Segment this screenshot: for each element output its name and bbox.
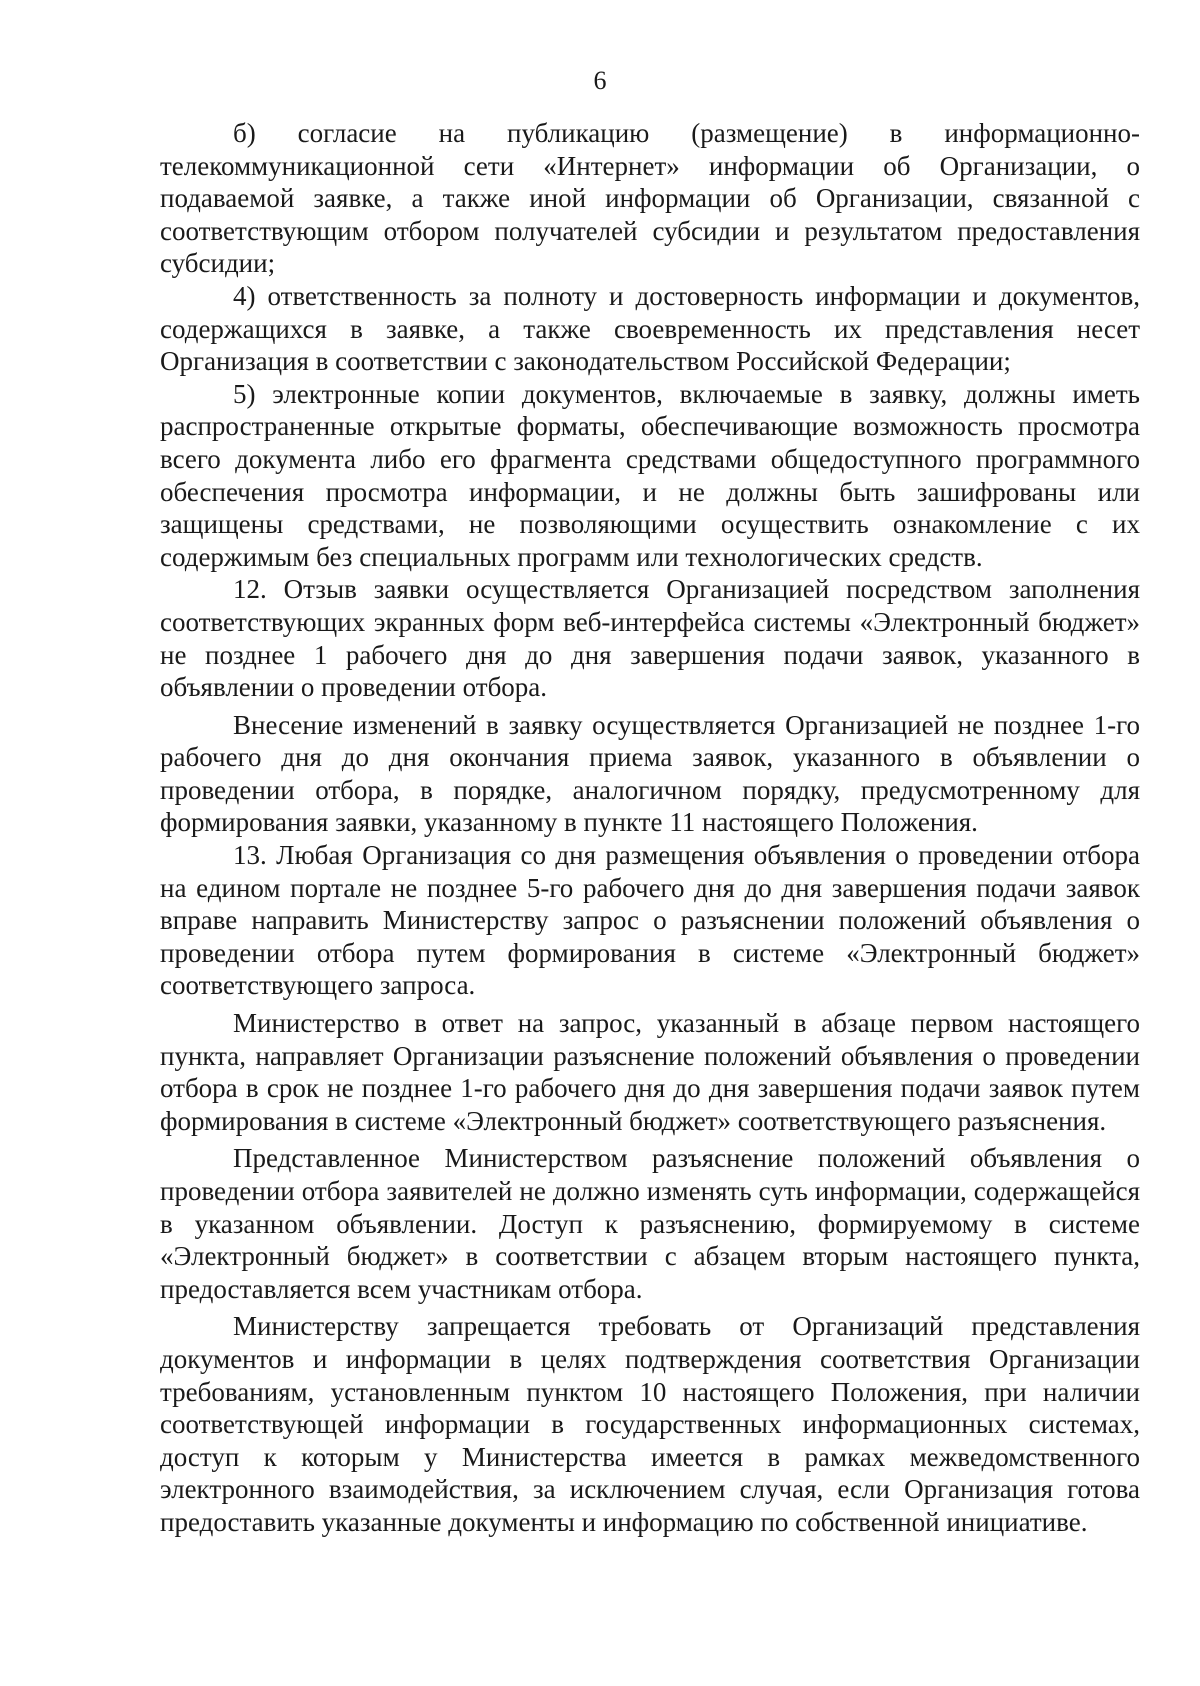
paragraph-electronic-copies: 5) электронные копии документов, включаемые в заявку, должны иметь распространенные открытые форматы, обеспечивающие возможность просмотра всего документа либо его фрагмента средствами общедоступного программного обеспечения просмотра информации, и не должны быть зашифрованы или защищены средствами, не позволяющими осуществить ознакомление с их содержимым без специальных программ или технологических средств. bbox=[160, 378, 1140, 572]
paragraph-item-13-clarification-request: 13. Любая Организация со дня размещения объявления о проведении отбора на едином портале не позднее 5-го рабочего дня до дня завершения подачи заявок вправе направить Министерству запрос о разъяснении положений объявления о проведении отбора путем формирования в системе «Электронный бюджет» соответствующего запроса. bbox=[160, 840, 1140, 1001]
paragraph-responsibility: 4) ответственность за полноту и достоверность информации и документов, содержащихся в заявке, а также своевременность их представления несет Организация в соответствии с законодательством Российской Федерации; bbox=[160, 280, 1140, 377]
paragraph-ministry-prohibition: Министерству запрещается требовать от Организаций представления документов и информации в целях подтверждения соответствия Организации требованиям, установленным пунктом 10 настоящего Положения, при наличии соответствующей информации в государственных информационных системах, доступ к которым у Министерства имеется в рамках межведомственного электронного взаимодействия, за исключением случая, если Организация готова предоставить указанные документы и информацию по собственной инициативе. bbox=[160, 1311, 1140, 1537]
paragraph-application-changes: Внесение изменений в заявку осуществляется Организацией не позднее 1-го рабочего дня до дня окончания приема заявок, указанного в объявлении о проведении отбора, в порядке, аналогичном порядку, предусмотренному для формирования заявки, указанному в пункте 11 настоящего Положения. bbox=[160, 709, 1140, 838]
page-number: 6 bbox=[593, 66, 607, 95]
document-body bbox=[160, 117, 1140, 1539]
paragraph-item-12-withdrawal: 12. Отзыв заявки осуществляется Организацией посредством заполнения соответствующих экранных форм веб-интерфейса системы «Электронный бюджет» не позднее 1 рабочего дня до дня завершения подачи заявок, указанного в объявлении о проведении отбора. bbox=[160, 574, 1140, 703]
paragraph-consent-publication: б) согласие на публикацию (размещение) в информационно-телекоммуникационной сети «Интернет» информации об Организации, о подаваемой заявке, а также иной информации об Организации, связанной с соответствующим отбором получателей субсидии и результатом предоставления субсидии; bbox=[160, 118, 1140, 279]
paragraph-ministry-response: Министерство в ответ на запрос, указанный в абзаце первом настоящего пункта, направляет Организации разъяснение положений объявления о проведении отбора в срок не позднее 1-го рабочего дня до дня завершения подачи заявок путем формирования в системе «Электронный бюджет» соответствующего разъяснения. bbox=[160, 1008, 1140, 1136]
paragraph-clarification-scope: Представленное Министерством разъяснение положений объявления о проведении отбора заявителей не должно изменять суть информации, содержащейся в указанном объявлении. Доступ к разъяснению, формируемому в системе «Электронный бюджет» в соответствии с абзацем вторым настоящего пункта, предоставляется всем участникам отбора. bbox=[160, 1143, 1140, 1304]
